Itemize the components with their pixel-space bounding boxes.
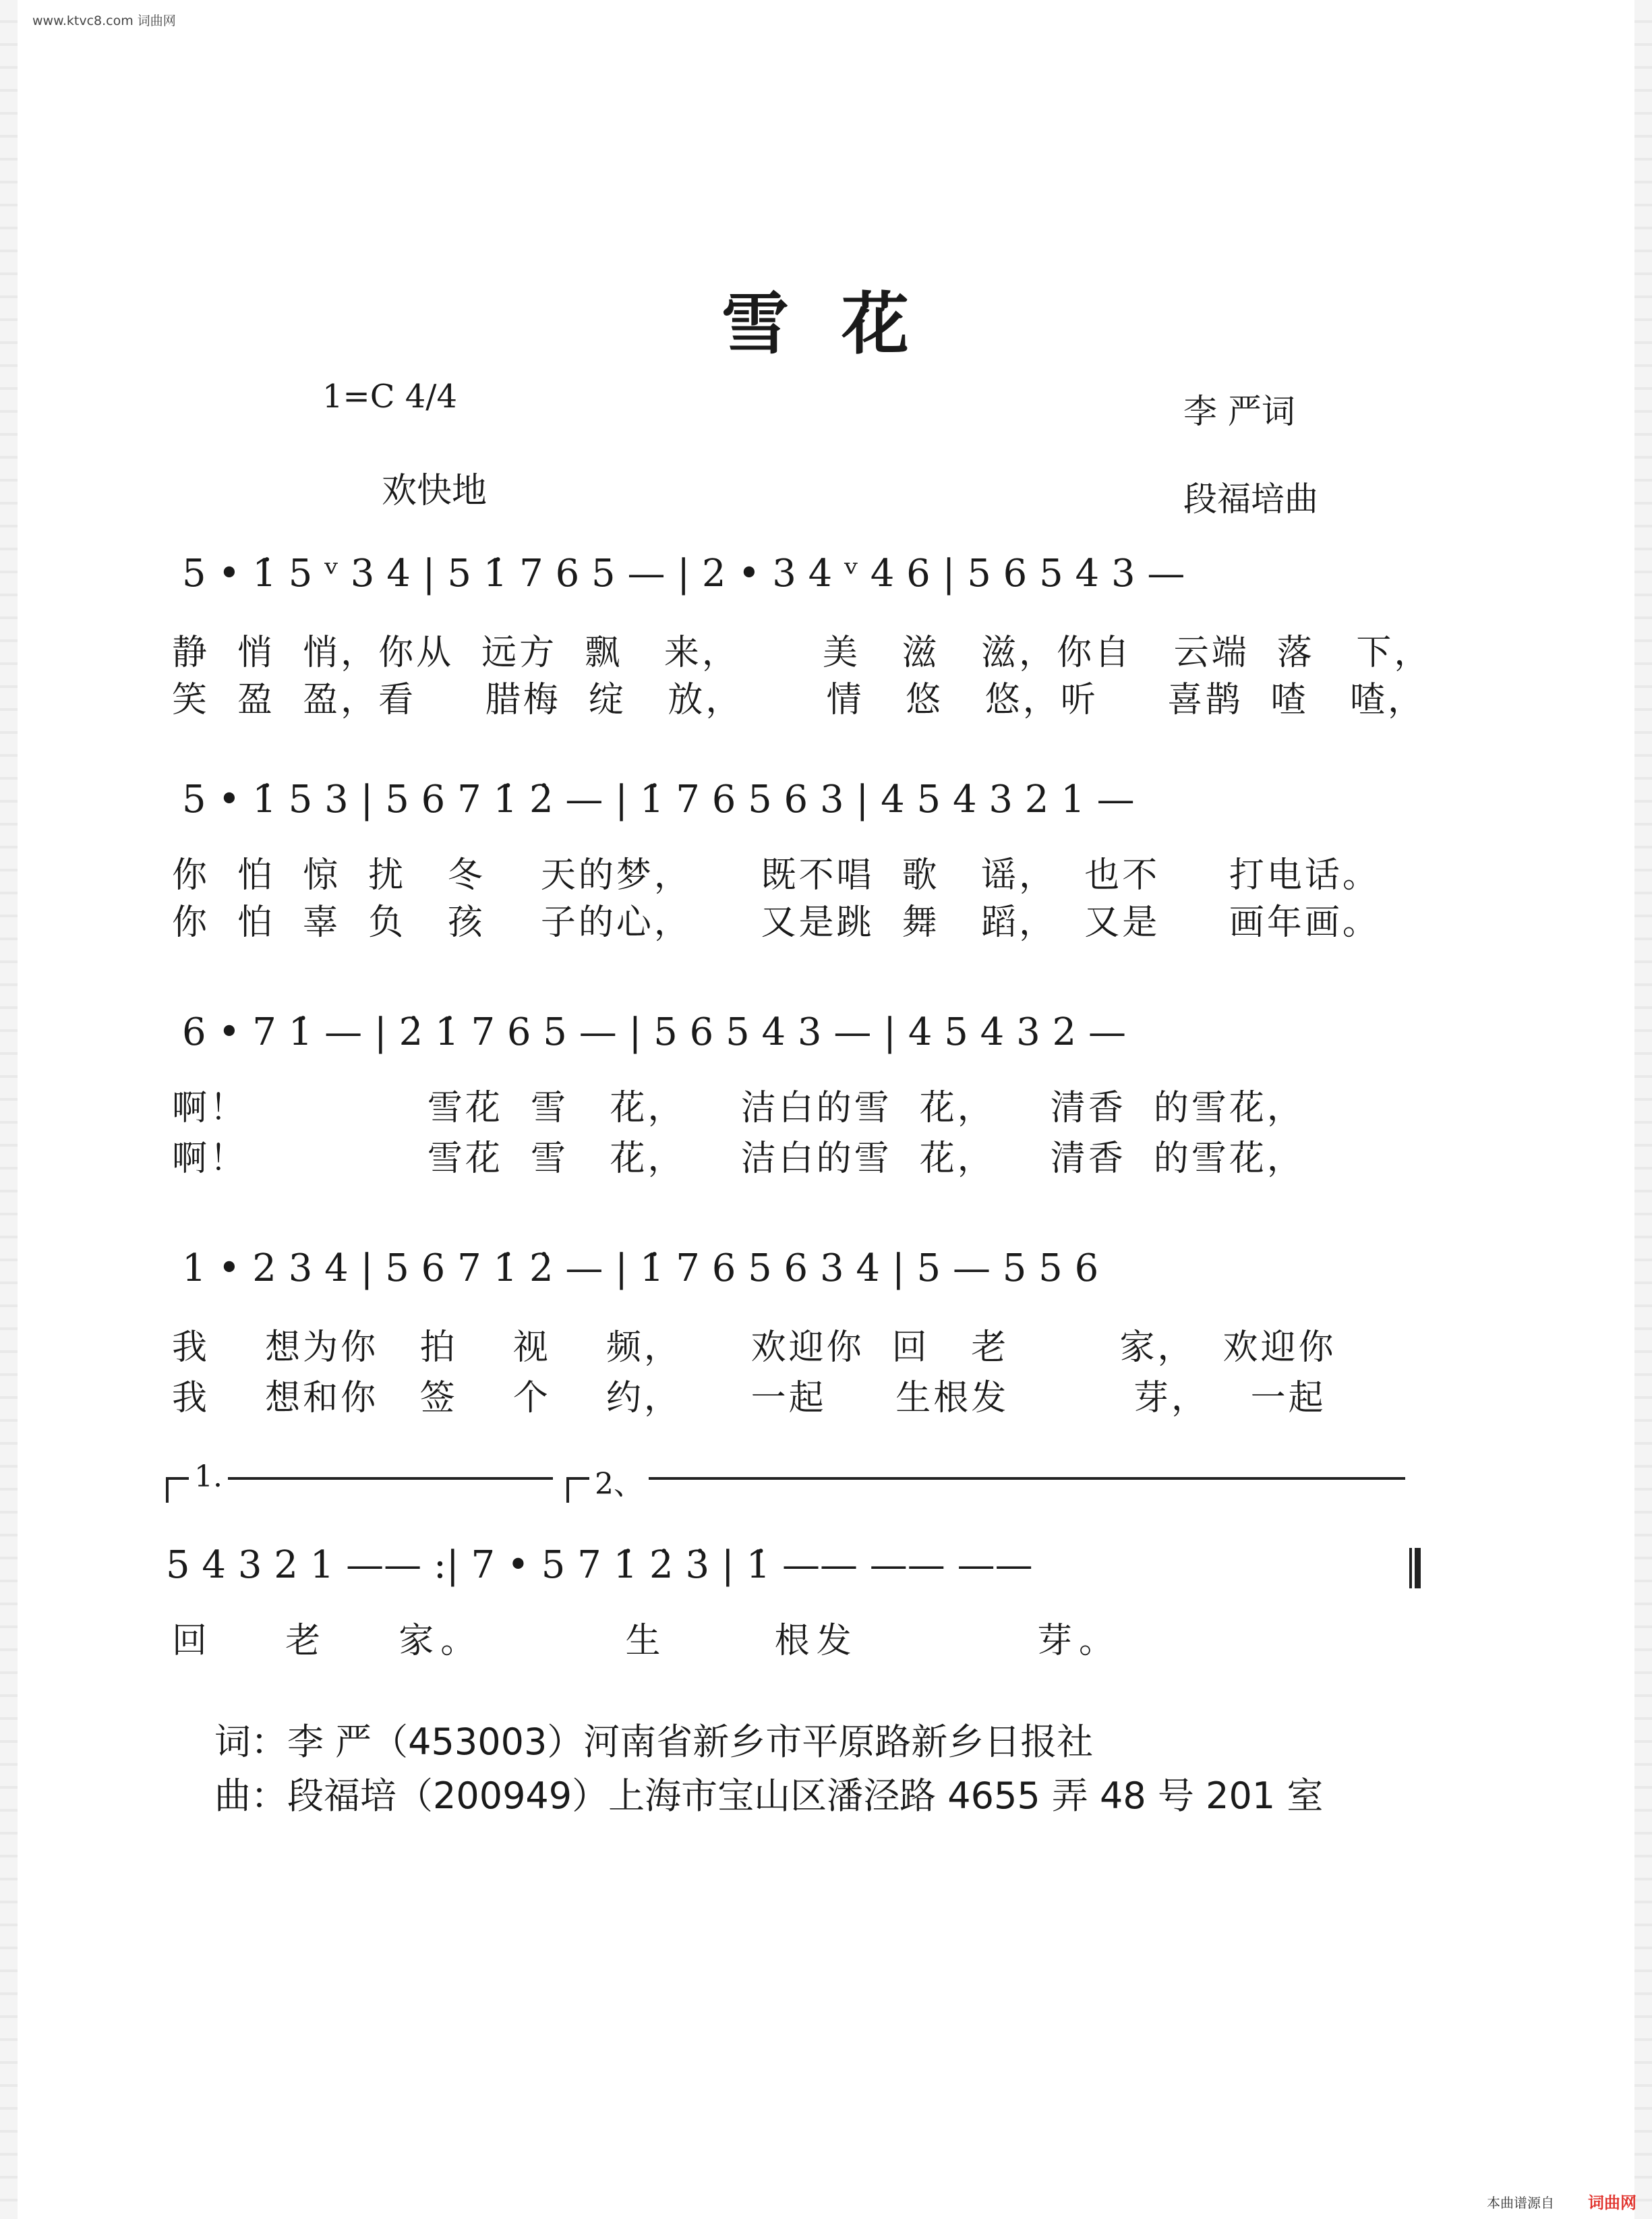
composer-credit: 段福培曲 xyxy=(1183,480,1318,519)
notation-line-2: 5 • 1̇ 5 3 | 5 6 7 1̇ 2̇ — | 1̇ 7 6 5 6 3 | 4 5 4 3 2 1 — xyxy=(182,777,1135,822)
notation-line-1: 5 • 1̇ 5 ᵛ 3 4 | 5 1̇ 7 6 5 — | 2 • 3 4 ᵛ 4 6 | 5 6 5 4 3 — xyxy=(182,551,1185,596)
volta-bracket-2 xyxy=(566,1467,1405,1503)
lyrics-line-4-verse-1: 我 想为你 拍 视 频， 欢迎你 回 老 家， 欢迎你 xyxy=(172,1327,1336,1368)
lyrics-line-2-verse-2: 你 怕 辜 负 孩 子的心， 又是跳 舞 蹈， 又是 画年画。 xyxy=(172,902,1380,943)
song-title: 雪花 xyxy=(721,285,962,364)
notation-line-4: 1 • 2 3 4 | 5 6 7 1̇ 2̇ — | 1̇ 7 6 5 6 3 4 | 5 — 5 5 6 xyxy=(182,1246,1099,1290)
volta-1-label: 1. xyxy=(189,1460,228,1494)
lyrics-line-3-verse-2: 啊！ 雪花 雪 花， 洁白的雪 花， 清香 的雪花， xyxy=(172,1139,1305,1179)
site-header: www.ktvc8.com 词曲网 xyxy=(32,13,176,28)
lyricist-address: 词：李 严（453003）河南省新乡市平原路新乡日报社 xyxy=(214,1721,1094,1763)
notation-line-5: 5 4 3 2 1 —— :| 7 • 5 7 1̇ 2̇ 3̇ | 1̇ —— —— —— xyxy=(166,1543,1033,1587)
volta-2-label: 2、 xyxy=(589,1460,649,1503)
composer-address: 曲：段福培（200949）上海市宝山区潘泾路 4655 弄 48 号 201 室 xyxy=(214,1775,1324,1817)
brand-logo: 词曲网 xyxy=(1588,2193,1636,2212)
lyricist-credit: 李 严词 xyxy=(1183,392,1295,431)
scan-edge-left xyxy=(0,0,18,2219)
lyrics-line-1-verse-1: 静 悄 悄，你从 远方 飘 来， 美 滋 滋，你自 云端 落 下， xyxy=(172,633,1432,673)
lyrics-line-5: 回 老 家。 生 根发 芽。 xyxy=(172,1621,1121,1661)
lyrics-line-4-verse-2: 我 想和你 签 个 约， 一起 生根发 芽， 一起 xyxy=(172,1378,1326,1418)
lyrics-line-2-verse-1: 你 怕 惊 扰 冬 天的梦， 既不唱 歌 谣， 也不 打电话。 xyxy=(172,855,1380,896)
notation-line-3: 6 • 7 1̇ — | 2̇ 1̇ 7 6 5 — | 5 6 5 4 3 — | 4 5 4 3 2 — xyxy=(182,1010,1126,1054)
tempo-marking: 欢快地 xyxy=(382,471,488,511)
source-note: 本曲谱源自 xyxy=(1487,2195,1554,2211)
lyrics-line-1-verse-2: 笑 盈 盈，看 腊梅 绽 放， 情 悠 悠，听 喜鹊 喳 喳， xyxy=(172,680,1426,720)
final-barline xyxy=(1409,1548,1420,1588)
lyrics-line-3-verse-1: 啊！ 雪花 雪 花， 洁白的雪 花， 清香 的雪花， xyxy=(172,1088,1305,1128)
volta-bracket-1 xyxy=(166,1460,553,1503)
scan-edge-right xyxy=(1634,0,1652,2219)
key-signature: 1=C 4/4 xyxy=(322,378,457,415)
